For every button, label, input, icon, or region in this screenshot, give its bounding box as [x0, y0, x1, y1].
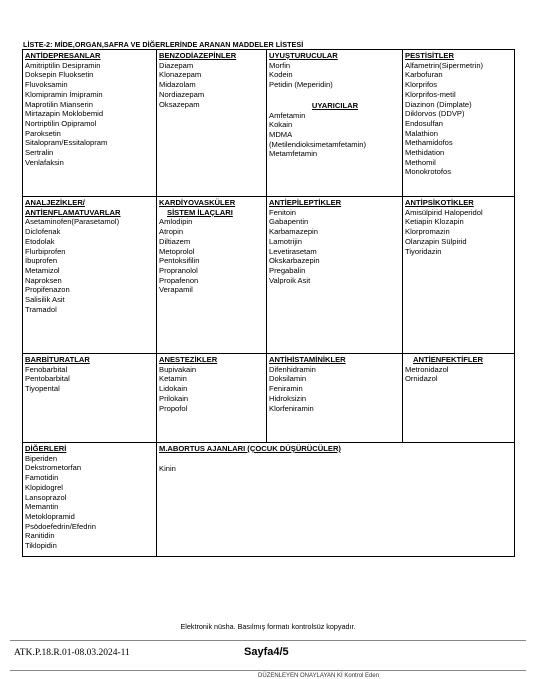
list-item: MDMA — [269, 129, 293, 139]
list-item: Petidin (Meperidin) — [269, 80, 333, 90]
list-item: Klomipramin İmipramin — [25, 89, 103, 99]
list-item: Mirtazapin Moklobemid — [25, 109, 104, 119]
list-item: Tiyoridazin — [405, 246, 442, 256]
footer-notice: Elektronik nüsha. Basılmış formatı kontrolsüz kopyadır. — [180, 622, 356, 631]
category-header: ANTİENFLAMATUVARLAR — [25, 207, 121, 217]
category-cell — [23, 354, 157, 443]
list-item: Tiklopidin — [25, 541, 57, 551]
list-item: Levetirasetam — [269, 246, 317, 256]
list-item: Monokrotofos — [405, 167, 452, 177]
document-code: ATK.P.18.R.01-08.03.2024-11 — [14, 648, 130, 658]
list-item: Fenitoin — [269, 207, 297, 217]
category-cell — [267, 354, 403, 443]
list-item: Olanzapin Sülpirid — [405, 236, 467, 246]
list-item: Metoprolol — [159, 246, 195, 256]
list-item: Famotidin — [25, 473, 59, 483]
list-item: Klorprifos-metil — [405, 89, 456, 99]
list-item: Fenobarbital — [25, 364, 68, 374]
list-item: Fluvoksamin — [25, 80, 68, 90]
list-item: Alfametrin(Sipermetrin) — [405, 60, 484, 70]
footer-divider — [10, 670, 526, 671]
page-number: Sayfa4/5 — [244, 646, 289, 658]
list-item: Klorfeniramin — [269, 403, 314, 413]
category-header: PESTİSİTLER — [405, 51, 454, 60]
list-item: Maprotilin Mianserin — [25, 99, 93, 109]
category-header: BARBİTURATLAR — [25, 355, 90, 364]
table-row — [23, 50, 515, 197]
list-item: Diclofenak — [25, 227, 61, 237]
list-item: Gabapentin — [269, 217, 309, 227]
list-item: Klorprifos — [405, 80, 438, 90]
category-cell — [403, 354, 515, 443]
list-item: Pentoksifilin — [159, 256, 200, 266]
list-item: Etodolak — [25, 236, 55, 246]
list-item: Kokain — [269, 120, 293, 130]
list-item: Flurbiprofen — [25, 246, 66, 256]
list-item: Ketamin — [159, 374, 187, 384]
list-item: Metoklopramid — [25, 511, 75, 521]
list-item: Karbamazepin — [269, 227, 318, 237]
list-item: Klonazepam — [159, 70, 202, 80]
list-item: Methamidofos — [405, 138, 453, 148]
category-cell — [267, 197, 403, 354]
list-item: Difenhidramin — [269, 364, 316, 374]
list-item: Methomil — [405, 157, 436, 167]
list-item: Dekstrometorfan — [25, 463, 82, 473]
list-item: Pregabalin — [269, 265, 306, 275]
list-item: Amisülpirid Haloperidol — [405, 207, 483, 217]
list-item: Lansoprazol — [25, 492, 67, 502]
list-item: Doksepin Fluoksetin — [25, 70, 94, 80]
list-item: (Metilendioksimetamfetamin) — [269, 139, 367, 149]
subcategory-header: UYARICILAR — [311, 100, 359, 110]
list-item: Kodein — [269, 70, 293, 80]
list-item: Endosulfan — [405, 118, 443, 128]
table-row — [23, 197, 515, 354]
category-cell — [403, 50, 515, 197]
list-item: Nordiazepam — [159, 89, 205, 99]
category-header: ANTİPSİKOTİKLER — [405, 198, 474, 207]
list-item: Diklorvos (DDVP) — [405, 109, 465, 119]
category-header: ANTİEPİLEPTİKLER — [269, 198, 342, 207]
list-item: Metamfetamin — [269, 149, 318, 159]
list-item: Sertralin — [25, 148, 54, 158]
list-item: Propofol — [159, 403, 188, 413]
list-item: Pentobarbital — [25, 374, 70, 384]
table-row — [23, 354, 515, 443]
list-item: Kinin — [159, 463, 176, 473]
list-item: Lamotrijin — [269, 236, 302, 246]
list-item: Prilokain — [159, 393, 189, 403]
list-item: Salisilik Asit — [25, 295, 65, 305]
list-item: Propafenon — [159, 275, 199, 285]
list-item: Nortriptilin Opipramol — [25, 118, 97, 128]
list-item: Okskarbazepin — [269, 256, 320, 266]
list-item: Ranitidin — [25, 531, 55, 541]
category-header: KARDİYOVASKÜLER — [159, 198, 236, 207]
category-header: ANTİHİSTAMİNİKLER — [269, 355, 346, 364]
list-item: İbuprofen — [25, 256, 58, 266]
list-item: Psödoefedrin/Efedrin — [25, 521, 96, 531]
category-cell — [23, 443, 157, 557]
list-item: Biperiden — [25, 453, 58, 463]
list-item: Propranolol — [159, 265, 198, 275]
category-header: DİĞERLERİ — [25, 444, 67, 453]
table-row — [23, 443, 515, 557]
list-item: Oksazepam — [159, 99, 200, 109]
list-item: Naproksen — [25, 275, 62, 285]
list-item: Feniramin — [269, 384, 303, 394]
list-item: Ketiapin Klozapin — [405, 217, 464, 227]
substance-table — [22, 49, 515, 557]
category-cell — [157, 197, 267, 354]
list-item: Venlafaksin — [25, 157, 64, 167]
list-item: Amitriptilin Desipramin — [25, 60, 101, 70]
category-header: UYUŞTURUCULAR — [269, 51, 338, 60]
category-cell — [23, 197, 157, 354]
list-item: Metronidazol — [405, 364, 449, 374]
category-cell — [157, 50, 267, 197]
list-item: Diazinon (Dimplate) — [405, 99, 472, 109]
category-header: ANESTEZİKLER — [159, 355, 218, 364]
list-title: LİSTE-2: MİDE,ORGAN,SAFRA VE DİĞERLERİNDE ARANAN MADDELER LİSTESİ — [23, 40, 304, 49]
category-header: SİSTEM İLAÇLARI — [167, 207, 233, 217]
category-cell — [267, 50, 403, 197]
list-item: Morfin — [269, 60, 291, 70]
list-item: Sitalopram/Essitalopram — [25, 138, 108, 148]
list-item: Ornidazol — [405, 374, 438, 384]
category-header: ANTİENFEKTİFLER — [413, 355, 484, 364]
footer-divider — [10, 640, 526, 641]
list-item: Midazolam — [159, 80, 196, 90]
list-item: Lidokain — [159, 384, 188, 394]
list-item: Metamizol — [25, 265, 60, 275]
list-item: Atropin — [159, 227, 184, 237]
list-item: Klorpromazin — [405, 227, 450, 237]
list-item: Doksilamin — [269, 374, 307, 384]
list-item: Valproik Asit — [269, 275, 311, 285]
category-header: ANALJEZİKLER/ — [25, 198, 85, 207]
category-cell — [403, 197, 515, 354]
list-item: Bupivakain — [159, 364, 197, 374]
list-item: Propifenazon — [25, 285, 70, 295]
list-item: Amfetamin — [269, 110, 306, 120]
category-cell — [157, 443, 515, 557]
list-item: Memantin — [25, 502, 59, 512]
category-header: ANTİDEPRESANLAR — [25, 51, 101, 60]
category-header: BENZODİAZEPİNLER — [159, 51, 237, 60]
category-cell — [157, 354, 267, 443]
list-item: Karbofuran — [405, 70, 443, 80]
list-item: Tramadol — [25, 304, 57, 314]
list-item: Hidroksizin — [269, 393, 307, 403]
list-item: Methidation — [405, 148, 445, 158]
category-header: M.ABORTUS AJANLARI (ÇOCUK DÜŞÜRÜCÜLER) — [159, 444, 341, 453]
list-item: Diltiazem — [159, 236, 191, 246]
list-item: Verapamil — [159, 285, 193, 295]
list-item: Asetaminofen(Parasetamol) — [25, 217, 120, 227]
list-item: Malathion — [405, 128, 438, 138]
list-item: Klopidogrel — [25, 482, 63, 492]
list-item: Tiyopental — [25, 384, 60, 394]
signature-strip: DÜZENLEYEN ONAYLAYAN Kİ Kontrol Eden — [258, 673, 380, 679]
list-item: Amlodipin — [159, 217, 193, 227]
list-item: Diazepam — [159, 60, 194, 70]
list-item: Paroksetin — [25, 128, 61, 138]
category-cell — [23, 50, 157, 197]
